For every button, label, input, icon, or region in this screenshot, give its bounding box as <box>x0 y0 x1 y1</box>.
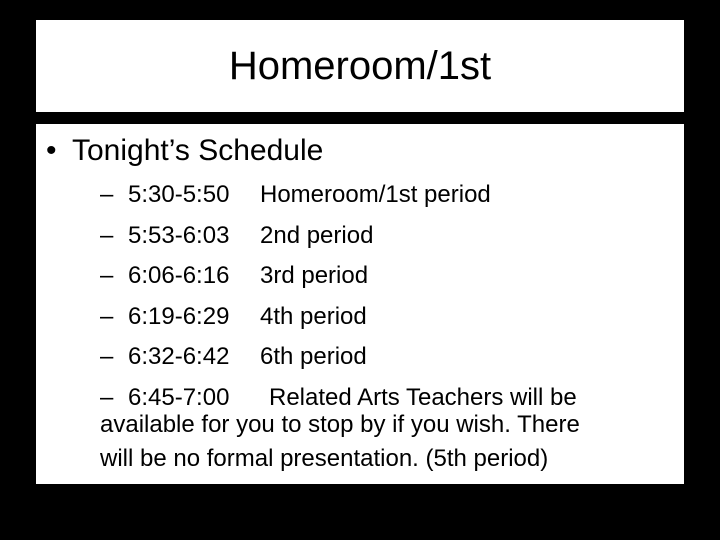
schedule-label: Related Arts Teachers will be <box>269 383 577 411</box>
schedule-row <box>100 175 684 216</box>
schedule-row <box>100 297 684 338</box>
dash-icon: – <box>100 343 114 370</box>
schedule-label: 6th period <box>260 343 367 370</box>
schedule-list <box>100 175 684 418</box>
bullet-heading-text: Tonight’s Schedule <box>72 134 324 167</box>
schedule-row <box>100 337 684 378</box>
schedule-row <box>100 216 684 257</box>
dash-icon: – <box>100 302 114 330</box>
schedule-label: 3rd period <box>260 262 369 289</box>
dash-icon: – <box>100 262 114 289</box>
dash-icon: – <box>100 221 114 249</box>
dash-icon: – <box>100 383 114 411</box>
schedule-time: 6:19-6:29 <box>128 302 230 330</box>
bullet-icon: • <box>46 134 57 167</box>
schedule-note-line: available for you to stop by if you wish. There <box>100 411 580 438</box>
schedule-note-line: will be no formal presentation. (5th period) <box>100 445 549 472</box>
schedule-time: 6:45-7:00 <box>128 383 230 411</box>
schedule-row <box>100 256 684 297</box>
slide-title: Homeroom/1st <box>228 44 492 88</box>
schedule-time: 6:06-6:16 <box>128 262 230 289</box>
title-panel <box>36 20 684 112</box>
schedule-label: 4th period <box>260 302 367 330</box>
schedule-note <box>100 408 680 476</box>
schedule-label: Homeroom/1st period <box>260 181 491 208</box>
dash-icon: – <box>100 181 114 208</box>
schedule-time: 5:30-5:50 <box>128 181 230 208</box>
schedule-time: 5:53-6:03 <box>128 221 230 249</box>
schedule-label: 2nd period <box>260 221 374 249</box>
content-panel <box>36 124 684 484</box>
schedule-time: 6:32-6:42 <box>128 343 230 370</box>
bullet-heading <box>46 134 323 168</box>
